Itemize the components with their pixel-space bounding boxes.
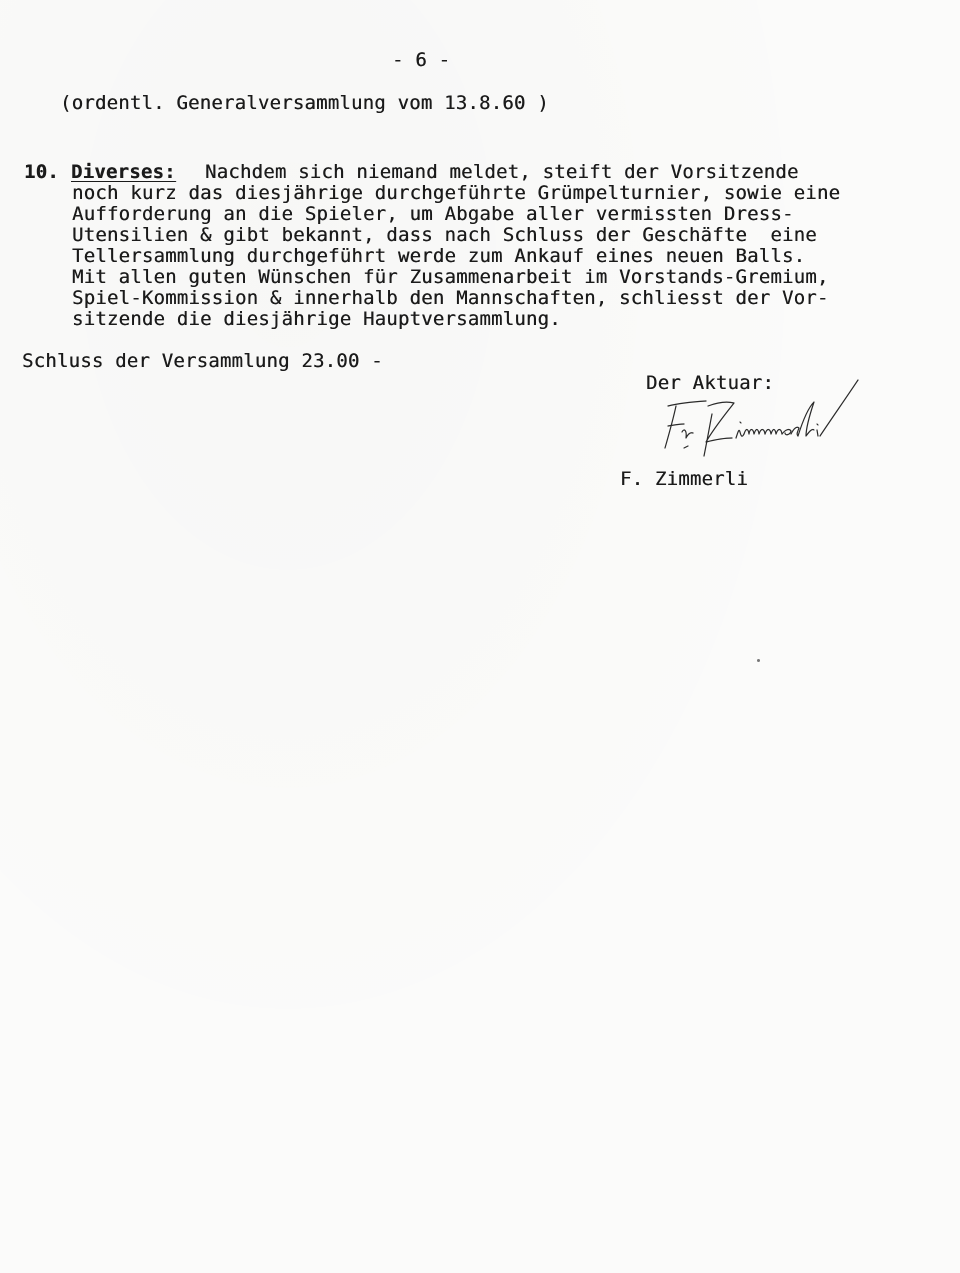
- meeting-closing: Schluss der Versammlung 23.00 -: [22, 350, 383, 372]
- meeting-reference: (ordentl. Generalversammlung vom 13.8.60 ): [60, 92, 549, 114]
- handwritten-signature: [654, 376, 870, 462]
- item-number: 10.: [24, 161, 59, 183]
- page-number: - 6 -: [392, 49, 451, 71]
- body-line-5: Tellersammlung durchgeführt werde zum Ankauf eines neuen Balls.: [72, 245, 806, 267]
- body-line-8: sitzende die diesjährige Hauptversammlung.: [72, 308, 561, 330]
- item-heading: Diverses:: [71, 161, 176, 183]
- body-line-3: Aufforderung an die Spieler, um Abgabe aller vermissten Dress-: [72, 203, 794, 225]
- signer-name: F. Zimmerli: [620, 468, 749, 490]
- aktuar-label: Der Aktuar:: [646, 372, 775, 394]
- body-line-2: noch kurz das diesjährige durchgeführte Grümpelturnier, sowie eine: [72, 182, 841, 204]
- paper-speck: [757, 659, 760, 662]
- body-line-1: Nachdem sich niemand meldet, steift der Vorsitzende: [205, 161, 799, 183]
- body-line-4: Utensilien & gibt bekannt, dass nach Schluss der Geschäfte eine: [72, 224, 817, 246]
- body-line-6: Mit allen guten Wünschen für Zusammenarbeit im Vorstands-Gremium,: [72, 266, 829, 288]
- body-line-7: Spiel-Kommission & innerhalb den Mannschaften, schliesst der Vor-: [72, 287, 829, 309]
